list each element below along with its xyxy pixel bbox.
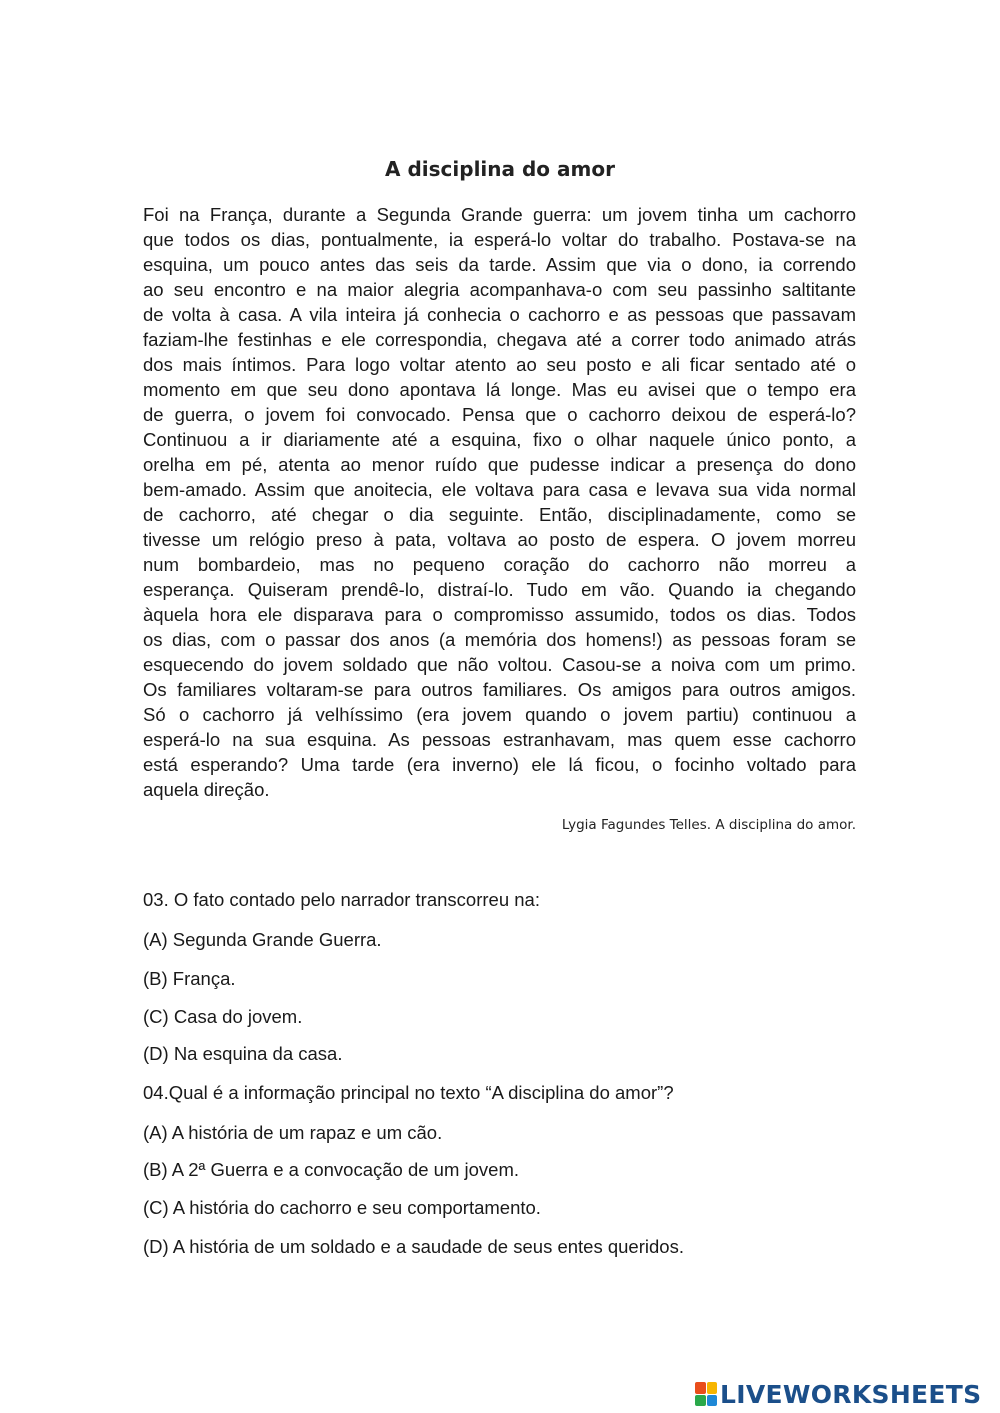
citation: Lygia Fagundes Telles. A disciplina do amor.: [561, 817, 856, 833]
story-line: de guerra, o jovem foi convocado. Pensa que o cachorro deixou de esperá-lo?: [143, 404, 856, 425]
story-line: ao seu encontro e na maior alegria acompanhava-o com seu passinho saltitante: [143, 279, 856, 300]
logo-square-2: [707, 1382, 718, 1394]
question-03-option-d[interactable]: (D) Na esquina da casa.: [143, 1043, 343, 1064]
story-line: aquela direção.: [143, 779, 270, 800]
liveworksheets-logo: [695, 1378, 981, 1410]
story-line: dos mais íntimos. Para logo voltar atento ao seu posto e ali ficar sentado até o: [143, 354, 856, 375]
question-04-option-a[interactable]: (A) A história de um rapaz e um cão.: [143, 1122, 443, 1143]
story-line: Os familiares voltaram-se para outros familiares. Os amigos para outros amigos.: [143, 679, 856, 700]
question-04-option-c[interactable]: (C) A história do cachorro e seu comportamento.: [143, 1197, 541, 1218]
story-line: momento em que seu dono apontava lá longe. Mas eu avisei que o tempo era: [143, 379, 856, 400]
logo-square-3: [695, 1395, 706, 1407]
story-line: faziam-lhe festinhas e ele correspondia, chegava até a correr todo animado atrás: [143, 329, 856, 350]
story-line: Continuou a ir diariamente até a esquina, fixo o olhar naquele único ponto, a: [143, 429, 856, 450]
question-03-option-c[interactable]: (C) Casa do jovem.: [143, 1006, 303, 1027]
story-line: àquela hora ele disparava para o compromisso assumido, todos os dias. Todos: [143, 604, 856, 625]
question-04-prompt: 04.Qual é a informação principal no texto “A disciplina do amor”?: [143, 1082, 674, 1103]
story-line: Só o cachorro já velhíssimo (era jovem quando o jovem partiu) continuou a: [143, 704, 856, 725]
question-03-prompt: 03. O fato contado pelo narrador transcorreu na:: [143, 889, 540, 910]
story-line: de volta à casa. A vila inteira já conhecia o cachorro e as pessoas que passavam: [143, 304, 856, 325]
story-line: os dias, com o passar dos anos (a memória dos homens!) as pessoas foram se: [143, 629, 856, 650]
question-03-option-b[interactable]: (B) França.: [143, 968, 236, 989]
story-line: de cachorro, até chegar o dia seguinte. Então, disciplinadamente, como se: [143, 504, 856, 525]
story-line: esquina, um pouco antes das seis da tarde. Assim que via o dono, ia correndo: [143, 254, 856, 275]
story-line: esperança. Quiseram prendê-lo, distraí-lo. Tudo em vão. Quando ia chegando: [143, 579, 856, 600]
story-line: que todos os dias, pontualmente, ia esperá-lo voltar do trabalho. Postava-se na: [143, 229, 856, 250]
story-line: tivesse um relógio preso à pata, voltava ao posto de espera. O jovem morreu: [143, 529, 856, 550]
story-line: num bombardeio, mas no pequeno coração do cachorro não morreu a: [143, 554, 856, 575]
story-line: orelha em pé, atenta ao menor ruído que pudesse indicar a presença do dono: [143, 454, 856, 475]
logo-square-4: [707, 1395, 718, 1407]
logo-square-1: [695, 1382, 706, 1394]
question-04-option-d[interactable]: (D) A história de um soldado e a saudade de seus entes queridos.: [143, 1236, 684, 1257]
story-line: esquecendo do jovem soldado que não voltou. Casou-se a noiva com um primo.: [143, 654, 856, 675]
story-line: esperá-lo na sua esquina. As pessoas estranhavam, mas quem esse cachorro: [143, 729, 856, 750]
story-line: Foi na França, durante a Segunda Grande guerra: um jovem tinha um cachorro: [143, 204, 856, 225]
question-04-option-b[interactable]: (B) A 2ª Guerra e a convocação de um jovem.: [143, 1159, 520, 1180]
story-line: está esperando? Uma tarde (era inverno) ele lá ficou, o focinho voltado para: [143, 754, 856, 775]
story-text: [143, 202, 856, 802]
document-title: A disciplina do amor: [385, 157, 615, 181]
liveworksheets-logo-icon: [695, 1382, 717, 1406]
logo-text: LIVEWORKSHEETS: [720, 1379, 982, 1409]
story-line: bem-amado. Assim que anoitecia, ele voltava para casa e levava sua vida normal: [143, 479, 856, 500]
question-03-option-a[interactable]: (A) Segunda Grande Guerra.: [143, 929, 382, 950]
